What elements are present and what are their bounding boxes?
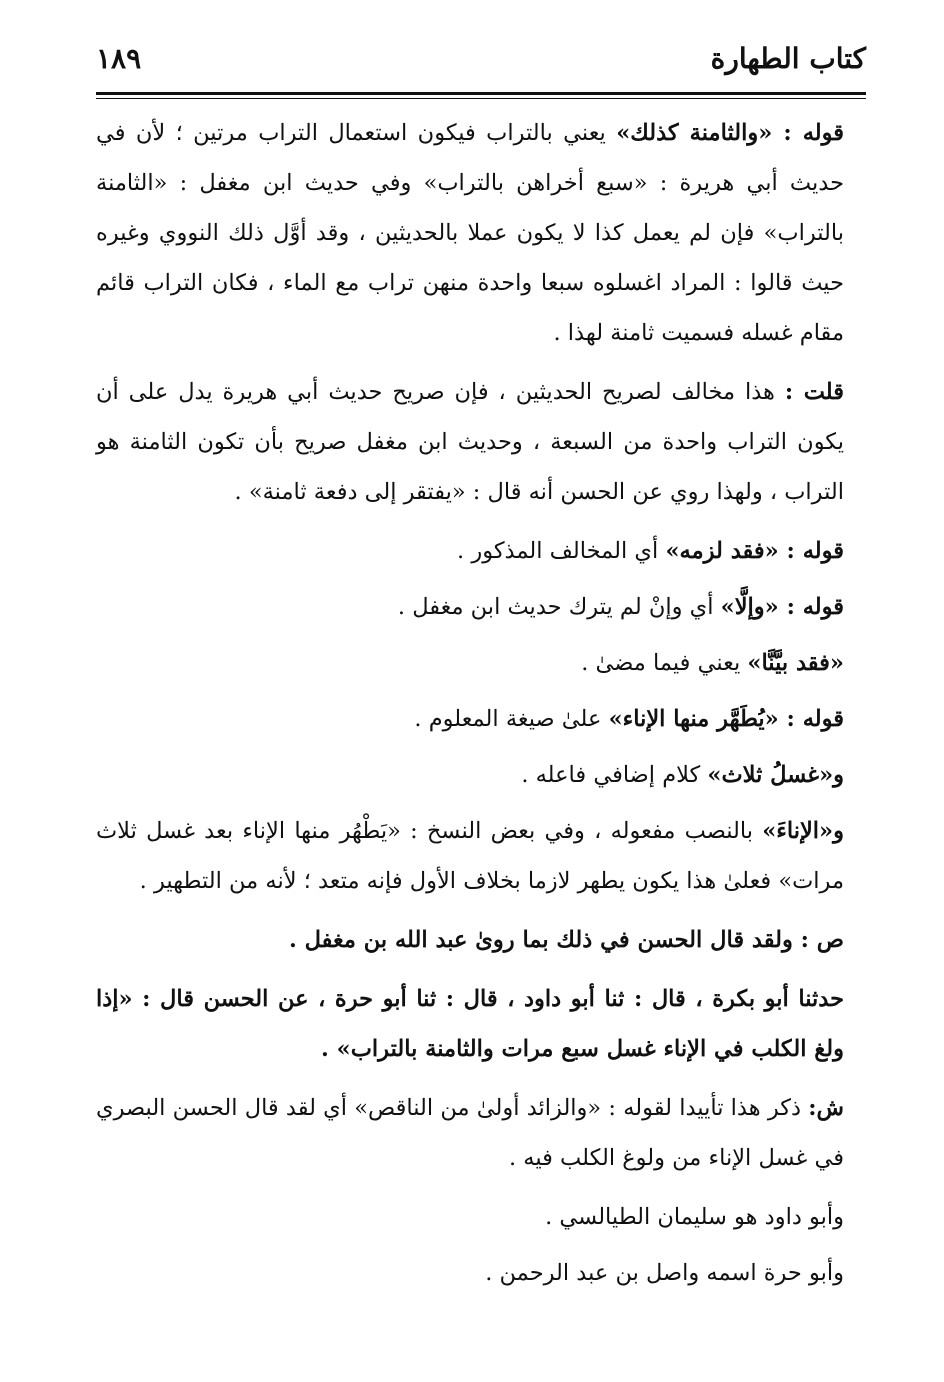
paragraph-11 bbox=[96, 1083, 866, 1183]
header-rule-thick bbox=[96, 92, 866, 95]
paragraph-text: ولقد قال الحسن في ذلك بما روىٰ عبد الله بن مغفل . bbox=[288, 927, 801, 953]
paragraph-12 bbox=[96, 1192, 866, 1242]
paragraph-text: يعني بالتراب فيكون استعمال التراب مرتين ؛ لأن في حديث أبي هريرة : «سبع أخراهن بالتراب» وفي حديث ابن مغفل : «الثامنة بالتراب» فإن لم يعمل كذا لا يكون عملا بالحديثين ، وقد أوَّل ذلك النووي وغيره حيث قالوا : المراد اغسلوه سبعا واحدة منهن تراب مع الماء ، فكان التراب قائم مقام غسله فسميت ثامنة لهذا . bbox=[96, 120, 844, 346]
paragraph-2 bbox=[96, 367, 866, 517]
paragraph-13 bbox=[96, 1248, 866, 1298]
running-title: كتاب الطهارة bbox=[710, 42, 866, 75]
paragraph-text: بالنصب مفعوله ، وفي بعض النسخ : «يَطْهُر منها الإناء بعد غسل ثلاث مرات» فعلىٰ هذا يكون يطهر لازما بخلاف الأول فإنه متعد ؛ لأنه من التطهير . bbox=[96, 818, 844, 894]
paragraph-lead: قوله : «فقد لزمه» bbox=[665, 538, 844, 564]
paragraph-lead: قوله : «يُطَهَّر منها الإناء» bbox=[608, 706, 844, 732]
paragraph-text: ذكر هذا تأييدا لقوله : «والزائد أولىٰ من الناقص» أي لقد قال الحسن البصري في غسل الإناء من ولوغ الكلب فيه . bbox=[96, 1095, 844, 1171]
paragraph-8 bbox=[96, 806, 866, 906]
paragraph-lead: قوله : «والثامنة كذلك» bbox=[616, 120, 845, 146]
paragraph-lead: قوله : «وإلَّا» bbox=[720, 594, 844, 620]
header-rule-thin bbox=[96, 98, 866, 99]
paragraph-9-matn bbox=[96, 915, 866, 965]
paragraph-10-hadith bbox=[96, 974, 866, 1074]
paragraph-lead: قلت : bbox=[784, 379, 844, 405]
paragraph-lead: «فقد بيَّنَّا» bbox=[747, 650, 844, 676]
paragraph-lead: ص : bbox=[800, 927, 844, 953]
paragraph-5 bbox=[96, 638, 866, 688]
paragraph-lead: حدثنا أبو بكرة ، قال : ثنا أبو داود ، قال : ثنا أبو حرة ، عن الحسن قال : bbox=[142, 986, 844, 1012]
paragraph-text: أي وإنْ لم يترك حديث ابن مغفل . bbox=[397, 594, 721, 620]
paragraph-4 bbox=[96, 582, 866, 632]
paragraph-6 bbox=[96, 694, 866, 744]
paragraph-text: يعني فيما مضىٰ . bbox=[581, 650, 748, 676]
paragraph-text: أي المخالف المذكور . bbox=[457, 538, 666, 564]
page-body bbox=[96, 108, 866, 1304]
paragraph-3 bbox=[96, 526, 866, 576]
page-header bbox=[96, 34, 866, 90]
paragraph-text: هذا مخالف لصريح الحديثين ، فإن صريح حديث أبي هريرة يدل على أن يكون التراب واحدة من السبعة ، وحديث ابن مغفل صريح بأن تكون الثامنة هو التراب ، ولهذا روي عن الحسن أنه قال : «يفتقر إلى دفعة ثامنة» . bbox=[96, 379, 844, 505]
paragraph-text: علىٰ صيغة المعلوم . bbox=[414, 706, 609, 732]
paragraph-lead: و«غسلُ ثلاث» bbox=[707, 762, 844, 788]
paragraph-text: وأبو داود هو سليمان الطيالسي . bbox=[545, 1204, 844, 1230]
paragraph-1 bbox=[96, 108, 866, 358]
paragraph-7 bbox=[96, 750, 866, 800]
paragraph-text: «إذا ولغ الكلب في الإناء غسل سبع مرات والثامنة بالتراب» . bbox=[96, 986, 844, 1062]
paragraph-text: كلام إضافي فاعله . bbox=[521, 762, 708, 788]
paragraph-text: وأبو حرة اسمه واصل بن عبد الرحمن . bbox=[485, 1260, 844, 1286]
page-number: ١٨٩ bbox=[96, 42, 142, 75]
paragraph-lead: ش: bbox=[808, 1095, 844, 1121]
paragraph-lead: و«الإناءَ» bbox=[762, 818, 844, 844]
